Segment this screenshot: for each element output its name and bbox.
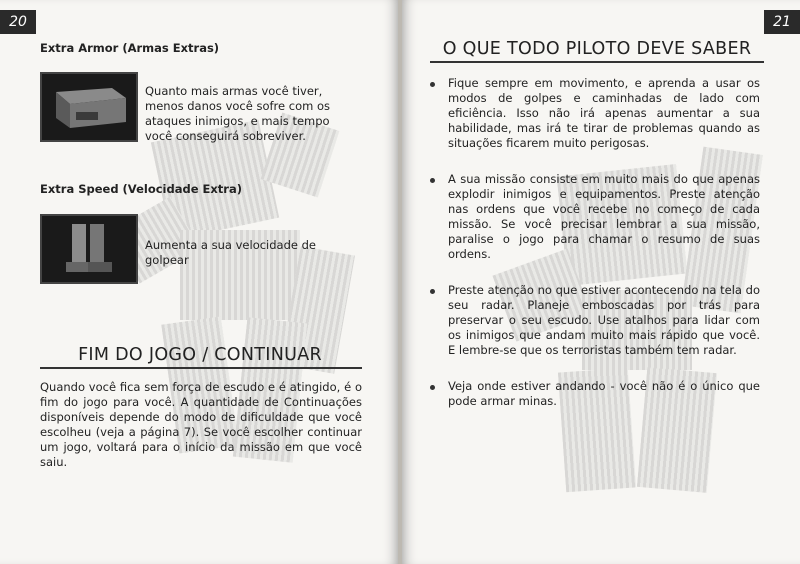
- extra-speed-image: [40, 214, 138, 284]
- game-over-text: Quando você fica sem força de escudo e é atingido, é o fim do jogo para você. A quantidade de Continuações disponíveis depende do modo de dificuldade que você escolheu (veja a página 7). Se você escolher continuar um jogo, voltará para o início da missão em que você saiu.: [40, 380, 362, 469]
- heading-rule: [430, 61, 764, 63]
- tip-text: Fique sempre em movimento, e aprenda a usar os modos de golpes e caminhadas de lado com eficiência. Isso não irá apenas aumentar a sua habilidade, mas irá te tirar de problemas quando as situações ficarem muito perigosas.: [448, 76, 760, 150]
- list-item: [430, 76, 760, 151]
- heading-rule: [40, 367, 362, 369]
- extra-armor-title: Extra Armor (Armas Extras): [40, 41, 220, 55]
- list-item: [430, 172, 760, 262]
- game-over-heading: FIM DO JOGO / CONTINUAR: [78, 345, 322, 365]
- list-item: [430, 379, 760, 409]
- page-number: 20: [0, 10, 36, 34]
- bullet-icon: [430, 385, 435, 390]
- tip-text: Preste atenção no que estiver acontecendo na tela do seu radar. Planeje emboscadas por trás para preservar o seu escudo. Use atalhos para lidar com os inimigos que andam muito mais rápido que você. E lembre-se que os terroristas também tem radar.: [448, 283, 760, 357]
- extra-armor-description: Quanto mais armas você tiver, menos danos você sofre com os ataques inimigos, e mais tempo você conseguirá sobreviver.: [145, 84, 330, 143]
- bullet-icon: [430, 82, 435, 87]
- speed-boots-icon: [42, 216, 136, 282]
- right-page: [402, 0, 800, 564]
- armor-crate-icon: [42, 74, 136, 140]
- bullet-icon: [430, 289, 435, 294]
- extra-speed-description: Aumenta a sua velocidade de golpear: [145, 238, 317, 267]
- pilot-tips-heading: O QUE TODO PILOTO DEVE SABER: [442, 39, 752, 59]
- page-number: 21: [764, 10, 800, 34]
- extra-speed-title: Extra Speed (Velocidade Extra): [40, 182, 242, 196]
- left-page: [0, 0, 398, 564]
- tip-text: A sua missão consiste em muito mais do que apenas explodir inimigos e equipamentos. Preste atenção nas ordens que você recebe no começo de cada missão. Se você precisar lembrar a sua missão, paralise o jogo para chamar o resumo de suas ordens.: [448, 172, 760, 261]
- extra-armor-image: [40, 72, 138, 142]
- pilot-tips-list: [430, 76, 760, 430]
- list-item: [430, 283, 760, 358]
- tip-text: Veja onde estiver andando - você não é o único que pode armar minas.: [448, 379, 760, 408]
- bullet-icon: [430, 178, 435, 183]
